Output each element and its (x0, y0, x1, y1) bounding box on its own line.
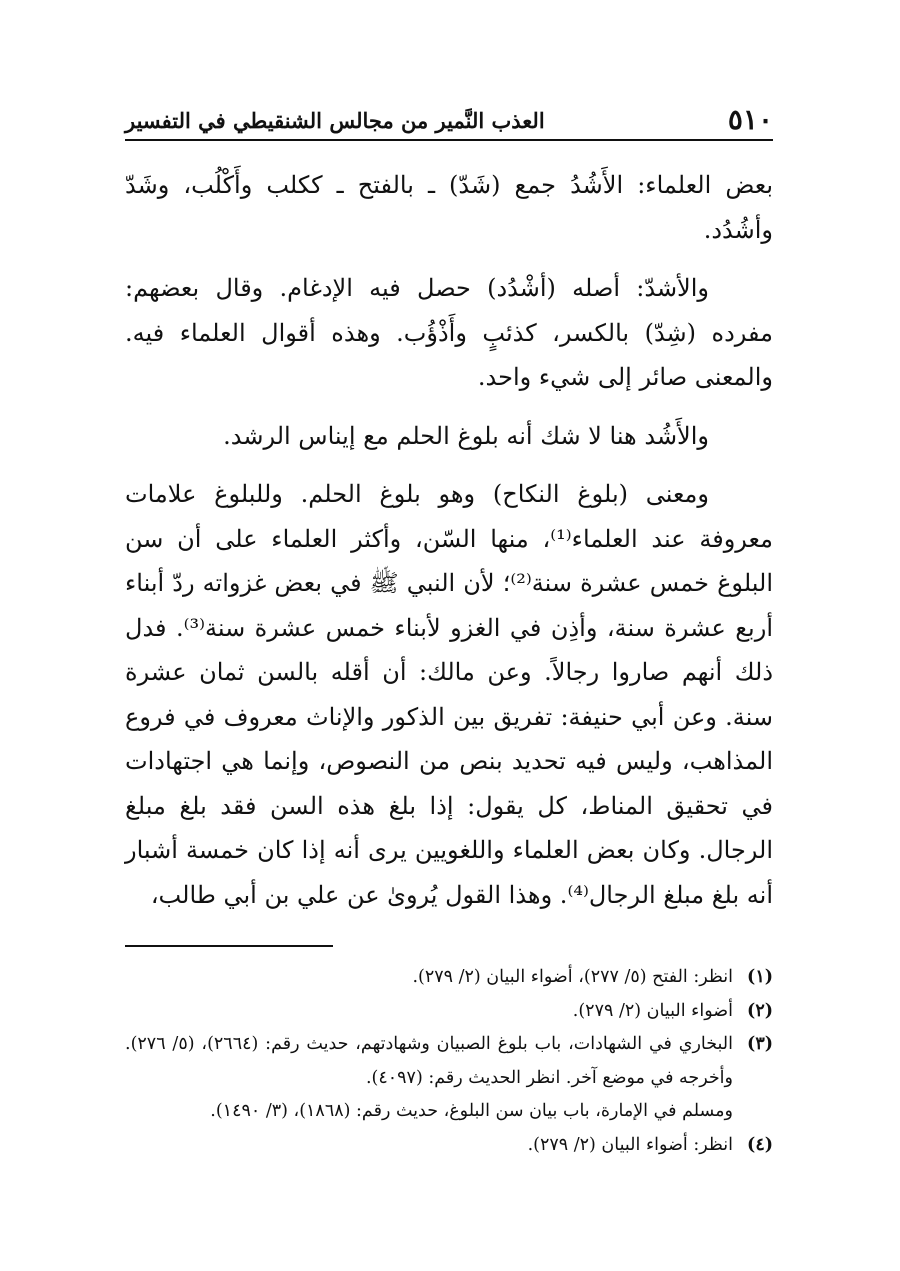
running-title: العذب النَّمير من مجالس الشنقيطي في التفسير (125, 108, 545, 133)
paragraph-3: والأَشُد هنا لا شك أنه بلوغ الحلم مع إيناس الرشد. (223, 421, 709, 450)
footnote-3-continuation: ومسلم في الإمارة، باب بيان سن البلوغ، حديث رقم: (١٨٦٨)، (٣/ ١٤٩٠). (210, 1101, 733, 1121)
footnote-text: انظر: الفتح (٥/ ٢٧٧)، أضواء البيان (٢/ ٢٧٩). (412, 967, 733, 987)
paragraph-2: والأشدّ: أصله (أشْدُد) حصل فيه الإدغام. وقال بعضهم: مفرده (شِدّ) بالكسر، كذئبٍ وأَذْؤُب. وهذه أقوال العلماء فيه. والمعنى صائر إلى شيء واحد. (125, 274, 773, 391)
footnote-divider (125, 945, 333, 947)
page-header (125, 95, 773, 141)
footnote-3 (125, 1028, 773, 1095)
footnote-text: انظر: أضواء البيان (٢/ ٢٧٩). (527, 1134, 733, 1155)
footnote-number: (٣) (747, 1034, 773, 1054)
footnote-number: (٤) (747, 1134, 773, 1155)
footnote-number: (٢) (747, 1000, 773, 1021)
main-text (125, 163, 773, 917)
footnote-2 (125, 995, 773, 1029)
footnote-1 (125, 961, 773, 995)
footnote-number: (١) (747, 967, 773, 987)
footnote-4 (125, 1129, 773, 1163)
footnote-text: أضواء البيان (٢/ ٢٧٩). (572, 1000, 733, 1021)
page-number: ٥١٠ (727, 103, 773, 136)
footnote-text: البخاري في الشهادات، باب بلوغ الصبيان وشهادتهم، حديث رقم: (٢٦٦٤)، (٥/ ٢٧٦). وأخرجه في موضع آخر. انظر الحديث رقم: (٤٠٩٧). (125, 1034, 733, 1088)
footnotes (125, 961, 773, 1162)
paragraph-4: ومعنى (بلوغ النكاح) وهو بلوغ الحلم. وللبلوغ علامات معروفة عند العلماء⁽¹⁾، منها السّن، وأكثر العلماء على أن سن البلوغ خمس عشرة سنة⁽²⁾؛ لأن النبي ﷺ في بعض غزواته ردّ أبناء أربع عشرة سنة، وأذِن في الغزو لأبناء خمس عشرة سنة⁽³⁾. فدل ذلك أنهم صاروا رجالاً. وعن مالك: أن أقله بالسن ثمان عشرة سنة. وعن أبي حنيفة: تفريق بين الذكور والإناث معروف في فروع المذاهب، وليس فيه تحديد بنص من النصوص، وإنما هي اجتهادات في تحقيق المناط، كل يقول: إذا بلغ هذه السن فقد بلغ مبلغ الرجال. وكان بعض العلماء واللغويين يرى أنه إذا كان خمسة أشبار أنه بلغ مبلغ الرجال⁽⁴⁾. وهذا القول يُروىٰ عن علي بن أبي طالب، (125, 480, 774, 909)
paragraph-1: بعض العلماء: الأَشُدُ جمع (شَدّ) ـ بالفتح ـ ككلب وأَكْلُب، وشَدّ وأشُدُد. (125, 171, 773, 244)
book-page (125, 95, 773, 1195)
